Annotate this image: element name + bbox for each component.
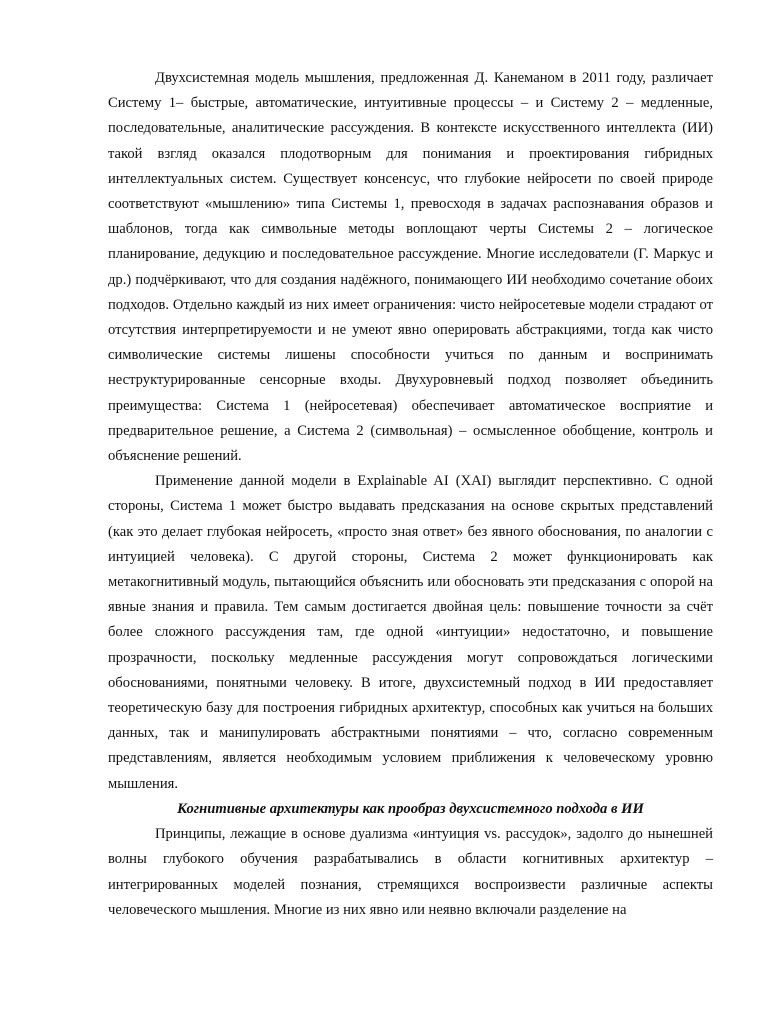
section-heading: Когнитивные архитектуры как прообраз двухсистемного подхода в ИИ [177,800,644,817]
paragraph-cognitive-architectures: Принципы, лежащие в основе дуализма «интуиция vs. рассудок», задолго до нынешней волны глубокого обучения разрабатывались в области когнитивных архитектур – интегрированных моделей познания, стремящихся воспроизвести различные аспекты человеческого мышления. Многие из них явно или неявно включали разделение на [108,826,713,918]
document-page [108,66,713,923]
paragraph-xai-application: Применение данной модели в Explainable AI (XAI) выглядит перспективно. С одной стороны, Система 1 может быстро выдавать предсказания на основе скрытых представлений (как это делает глубокая нейросеть, «просто зная ответ» без явного обоснования, по аналогии с интуицией человека). С другой стороны, Система 2 может функционировать как метакогнитивный модуль, пытающийся объяснить или обосновать эти предсказания с опорой на явные знания и правила. Тем самым достигается двойная цель: повышение точности за счёт более сложного рассуждения там, где одной «интуиции» недостаточно, и повышение прозрачности, поскольку медленные рассуждения могут сопровождаться логическими обоснованиями, понятными человеку. В итоге, двухсистемный подход в ИИ предоставляет теоретическую базу для построения гибридных архитектур, способных как учиться на больших данных, так и манипулировать абстрактными понятиями – что, согласно современным представлениям, является необходимым условием приближения к человеческому уровню мышления. [108,473,713,792]
paragraph-dual-system-model: Двухсистемная модель мышления, предложенная Д. Канеманом в 2011 году, различает Систему 1– быстрые, автоматические, интуитивные процессы – и Систему 2 – медленные, последовательные, аналитические рассуждения. В контексте искусственного интеллекта (ИИ) такой взгляд оказался плодотворным для понимания и проектирования гибридных интеллектуальных систем. Существует консенсус, что глубокие нейросети по своей природе соответствуют «мышлению» типа Системы 1, превосходя в задачах распознавания образов и шаблонов, тогда как символьные методы воплощают черты Системы 2 – логическое планирование, дедукцию и последовательное рассуждение. Многие исследователи (Г. Маркус и др.) подчёркивают, что для создания надёжного, понимающего ИИ необходимо сочетание обоих подходов. Отдельно каждый из них имеет ограничения: чисто нейросетевые модели страдают от отсутствия интерпретируемости и не умеют явно оперировать абстракциями, тогда как чисто символические системы лишены способности учиться по данным и воспринимать неструктурированные сенсорные входы. Двухуровневый подход позволяет объединить преимущества: Система 1 (нейросетевая) обеспечивает автоматическое восприятие и предварительное решение, а Система 2 (символьная) – осмысленное обобщение, контроль и объяснение решений. [108,70,713,465]
